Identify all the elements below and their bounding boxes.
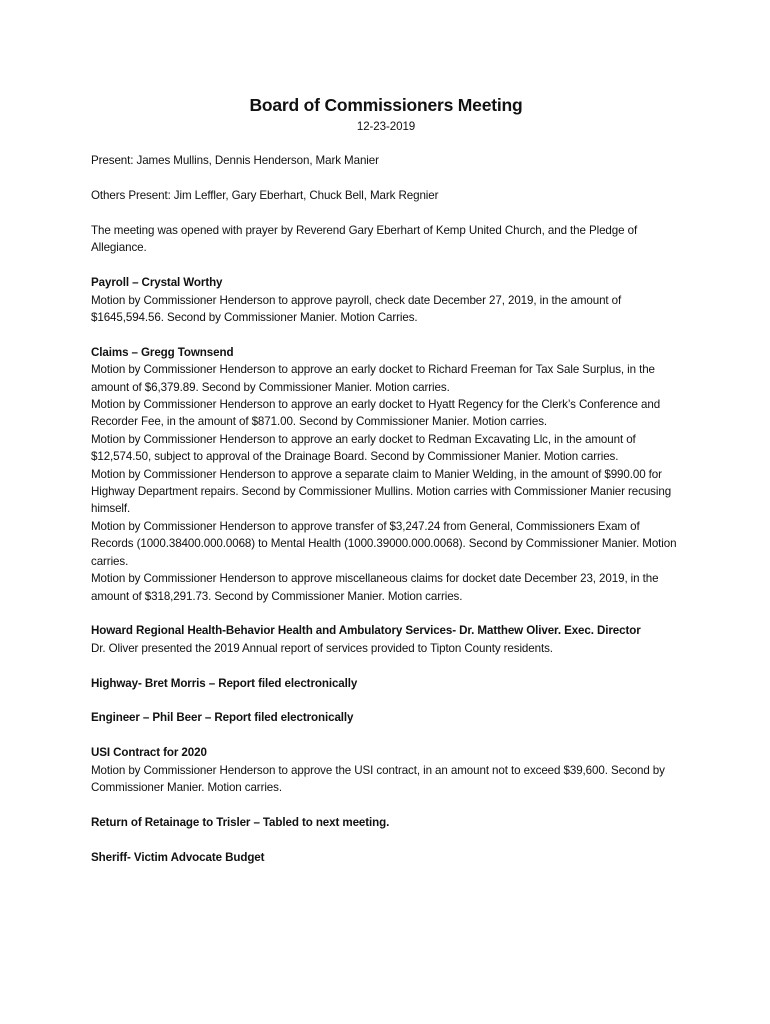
payroll-motion: Motion by Commissioner Henderson to approve payroll, check date December 27, 2019, in the amount of $1645,594.56. Second by Commissioner Manier. Motion Carries. bbox=[91, 293, 622, 325]
highway-section bbox=[91, 675, 681, 692]
usi-contract-motion: Motion by Commissioner Henderson to approve the USI contract, in an amount not to exceed $39,600. Second by Commissioner Manier. Motion carries. bbox=[91, 763, 665, 794]
highway-heading: Highway- Bret Morris – Report filed electronically bbox=[91, 676, 358, 690]
document-title: Board of Commissioners Meeting bbox=[249, 95, 523, 115]
sheriff-section bbox=[91, 849, 681, 866]
others-present-line: Others Present: Jim Leffler, Gary Eberhart, Chuck Bell, Mark Regnier bbox=[91, 189, 439, 203]
opening-paragraph: The meeting was opened with prayer by Reverend Gary Eberhart of Kemp United Church, and the Pledge of Allegiance. bbox=[91, 224, 638, 255]
howard-regional-heading: Howard Regional Health-Behavior Health and Ambulatory Services- Dr. Matthew Oliver. Exec. Director bbox=[91, 624, 641, 638]
retainage-section bbox=[91, 814, 681, 831]
claims-motion: Motion by Commissioner Henderson to approve transfer of $3,247.24 from General, Commissioners Exam of Records (1000.38400.000.0068) to Mental Health (1000.39000.000.0068). Second by Commissioner Manier. Motion carries. bbox=[91, 519, 677, 568]
payroll-section bbox=[91, 274, 681, 326]
meeting-date: 12-23-2019 bbox=[356, 120, 416, 133]
howard-regional-text: Dr. Oliver presented the 2019 Annual report of services provided to Tipton County residents. bbox=[91, 641, 553, 655]
howard-regional-section bbox=[91, 622, 681, 657]
claims-motion: Motion by Commissioner Henderson to approve an early docket to Richard Freeman for Tax Sale Surplus, in the amount of $6,379.89. Second by Commissioner Manier. Motion carries. bbox=[91, 363, 655, 394]
engineer-section bbox=[91, 709, 681, 726]
document-body bbox=[91, 94, 681, 883]
claims-motion: Motion by Commissioner Henderson to approve a separate claim to Manier Welding, in the amount of $990.00 for Highway Department repairs. Second by Commissioner Mullins. Motion carries with Commissioner Manier recusing himself. bbox=[91, 467, 672, 516]
payroll-heading: Payroll – Crystal Worthy bbox=[91, 276, 223, 290]
sheriff-heading: Sheriff- Victim Advocate Budget bbox=[91, 850, 265, 864]
usi-contract-heading: USI Contract for 2020 bbox=[91, 746, 207, 760]
retainage-heading: Return of Retainage to Trisler – Tabled to next meeting. bbox=[91, 815, 390, 829]
usi-contract-section bbox=[91, 744, 681, 796]
engineer-heading: Engineer – Phil Beer – Report filed electronically bbox=[91, 711, 354, 725]
claims-heading: Claims – Gregg Townsend bbox=[91, 345, 234, 359]
claims-motion: Motion by Commissioner Henderson to approve an early docket to Redman Excavating Llc, in the amount of $12,574.50, subject to approval of the Drainage Board. Second by Commissioner Manier. Motion carries. bbox=[91, 432, 636, 464]
claims-motion: Motion by Commissioner Henderson to approve miscellaneous claims for docket date December 23, 2019, in the amount of $318,291.73. Second by Commissioner Manier. Motion carries. bbox=[91, 572, 659, 603]
claims-section bbox=[91, 344, 681, 605]
claims-motion: Motion by Commissioner Henderson to approve an early docket to Hyatt Regency for the Clerk’s Conference and Recorder Fee, in the amount of $871.00. Second by Commissioner Manier. Motion carries. bbox=[91, 398, 661, 429]
present-line: Present: James Mullins, Dennis Henderson, Mark Manier bbox=[91, 154, 379, 168]
